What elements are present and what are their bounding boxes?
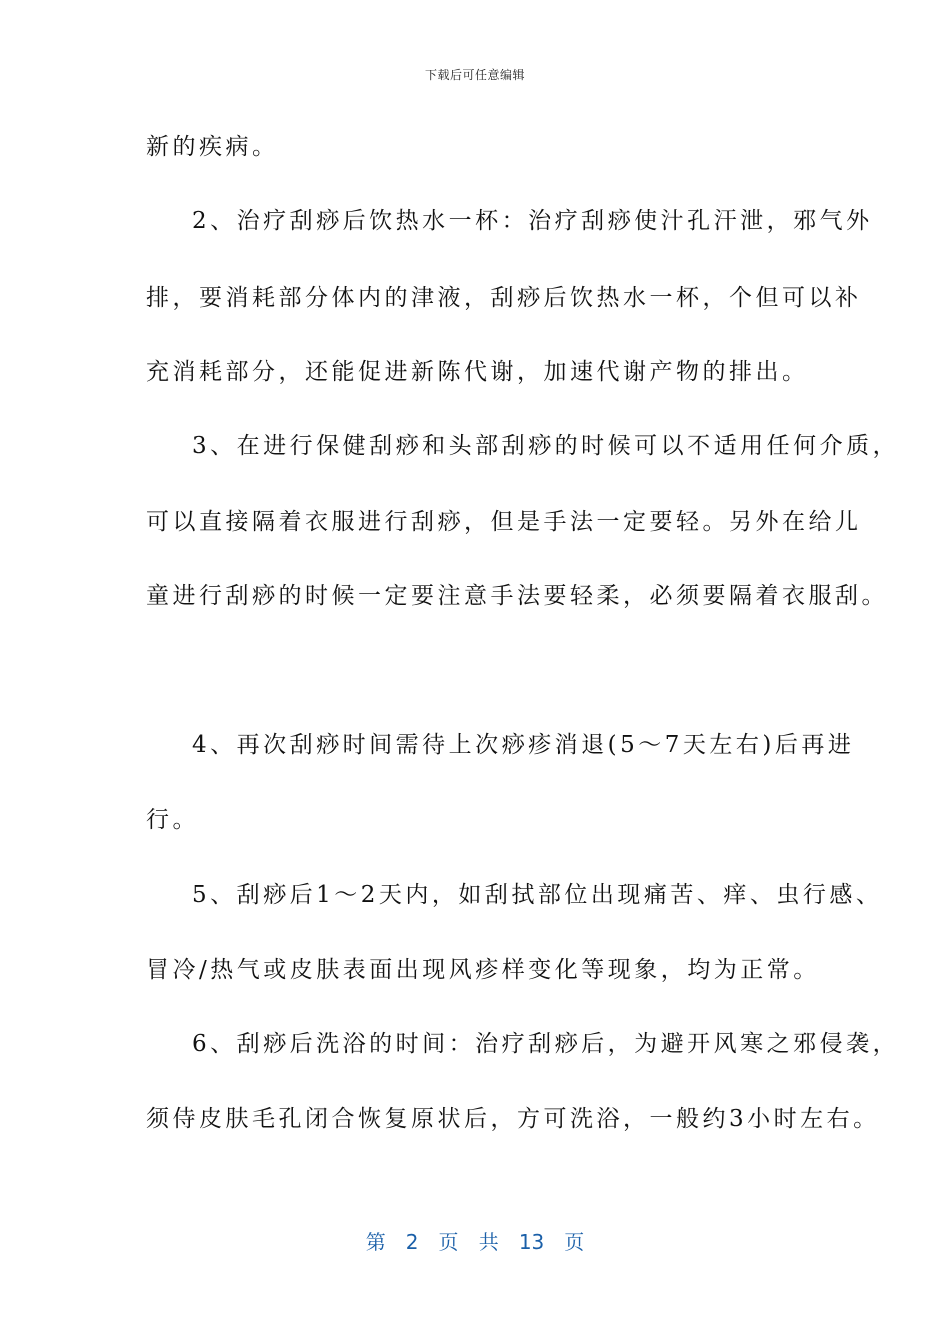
paragraph-line: 2、治疗刮痧后饮热水一杯：治疗刮痧使汁孔汗泄，邪气外 [192,208,873,234]
footer-middle: 页 共 [438,1230,499,1254]
paragraph-line: 可以直接隔着衣服进行刮痧，但是手法一定要轻。另外在给儿 [146,509,862,535]
paragraph-line: 充消耗部分，还能促进新陈代谢，加速代谢产物的排出。 [146,359,809,385]
paragraph-line: 6、刮痧后洗浴的时间：治疗刮痧后，为避开风寒之邪侵袭， [192,1031,900,1057]
footer-prefix: 第 [365,1230,386,1254]
paragraph-line: 行。 [146,807,199,833]
paragraph-line: 新的疾病。 [146,134,279,160]
paragraph-line: 3、在进行保健刮痧和头部刮痧的时候可以不适用任何介质， [192,433,900,459]
page-header: 下载后可任意编辑 [424,68,525,82]
paragraph-line: 排，要消耗部分体内的津液，刮痧后饮热水一杯，个但可以补 [146,285,862,311]
paragraph-line: 5、刮痧后1～2天内，如刮拭部位出现痛苦、痒、虫行感、 [192,882,883,908]
paragraph-line: 须侍皮肤毛孔闭合恢复原状后，方可洗浴，一般约3小时左右。 [146,1106,880,1132]
paragraph-line: 冒冷/热气或皮肤表面出现风疹样变化等现象，均为正常。 [146,957,820,983]
paragraph-line: 4、再次刮痧时间需待上次痧疹消退(5～7天左右)后再进 [192,732,855,758]
paragraph-line: 童进行刮痧的时候一定要注意手法要轻柔，必须要隔着衣服刮。 [146,583,888,609]
footer-page-number: 2 [405,1230,419,1254]
page-footer [0,1226,950,1255]
footer-suffix: 页 [564,1230,585,1254]
footer-total-pages: 13 [518,1230,545,1254]
